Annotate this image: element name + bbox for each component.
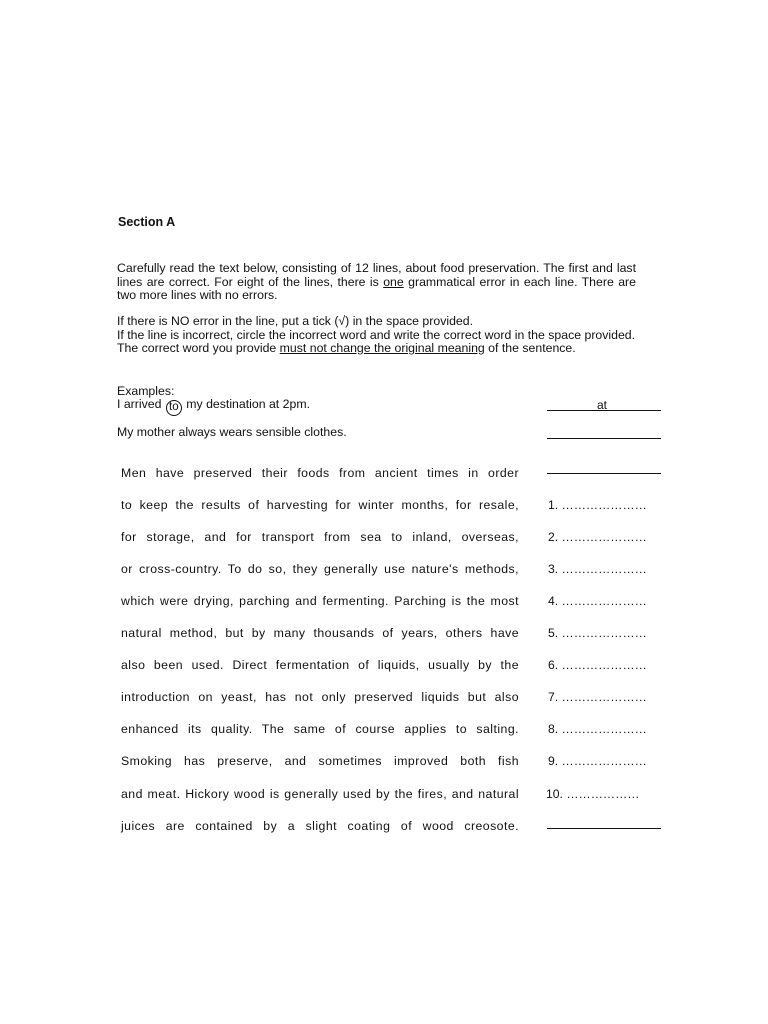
text-line-2: to keep the results of harvesting for winter months, for resale, <box>121 498 519 512</box>
emphasis-one: one <box>383 274 404 289</box>
instruction-meaning: The correct word you provide must not change the original meaning of the sentence. <box>117 341 576 355</box>
text-line-7: also been used. Direct fermentation of liquids, usually by the <box>121 658 519 672</box>
text-line-12: juices are contained by a slight coating of wood creosote. <box>121 819 519 833</box>
answer-line <box>547 410 661 411</box>
instruction-paragraph-2 <box>117 315 636 356</box>
example-1-text: my destination at 2pm. <box>186 397 310 411</box>
instruction-paragraph-1 <box>117 262 636 303</box>
text-line-8: introduction on yeast, has not only preserved liquids but also <box>121 690 519 704</box>
answer-blank-10[interactable]: 10. ……………… <box>546 787 640 801</box>
circled-word: to <box>166 400 182 416</box>
instruction-tick: If there is NO error in the line, put a tick (√) in the space provided. <box>117 314 474 328</box>
example-1-text: I arrived <box>117 397 162 411</box>
answer-blank-8[interactable]: 8. ………………… <box>548 722 647 736</box>
text-line-9: enhanced its quality. The same of course applies to salting. <box>121 722 519 736</box>
instruction-text: grammatical error in each line. There are two more lines with no errors. <box>117 274 636 302</box>
emphasis-meaning: must not change the original meaning <box>279 341 485 355</box>
text-line-1: Men have preserved their foods from ancient times in order <box>121 466 519 480</box>
instruction-text: Carefully read the text below, consisting of 12 lines, about food preservation. The first and last lines are correct. For eight of the lines, there is <box>117 261 636 289</box>
instruction-circle: If the line is incorrect, circle the incorrect word and write the correct word in the space provided. <box>117 327 636 342</box>
text-line-3: for storage, and for transport from sea to inland, overseas, <box>121 530 519 544</box>
example-1-answer: at <box>596 398 607 412</box>
answer-line <box>547 438 661 439</box>
answer-line-last[interactable] <box>547 828 661 829</box>
text-line-10: Smoking has preserve, and sometimes improved both fish <box>121 754 519 768</box>
answer-blank-1[interactable]: 1. ………………… <box>548 498 647 512</box>
text-line-4: or cross-country. To do so, they generally use nature's methods, <box>121 562 519 576</box>
answer-blank-7[interactable]: 7. ………………… <box>548 690 647 704</box>
example-2: My mother always wears sensible clothes. <box>117 425 347 439</box>
answer-blank-5[interactable]: 5. ………………… <box>548 626 647 640</box>
answer-blank-4[interactable]: 4. ………………… <box>548 594 647 608</box>
answer-blank-9[interactable]: 9. ………………… <box>548 754 647 768</box>
answer-blank-6[interactable]: 6. ………………… <box>548 658 647 672</box>
examples-label: Examples: <box>117 384 175 398</box>
text-line-6: natural method, but by many thousands of years, others have <box>121 626 519 640</box>
answer-blank-3[interactable]: 3. ………………… <box>548 562 647 576</box>
text-line-11: and meat. Hickory wood is generally used by the fires, and natural <box>121 787 519 801</box>
section-title: Section A <box>118 215 176 229</box>
answer-blank-2[interactable]: 2. ………………… <box>548 530 647 544</box>
answer-line-first[interactable] <box>547 473 661 474</box>
text-line-5: which were drying, parching and fermenting. Parching is the most <box>121 594 519 608</box>
example-1 <box>117 397 310 416</box>
